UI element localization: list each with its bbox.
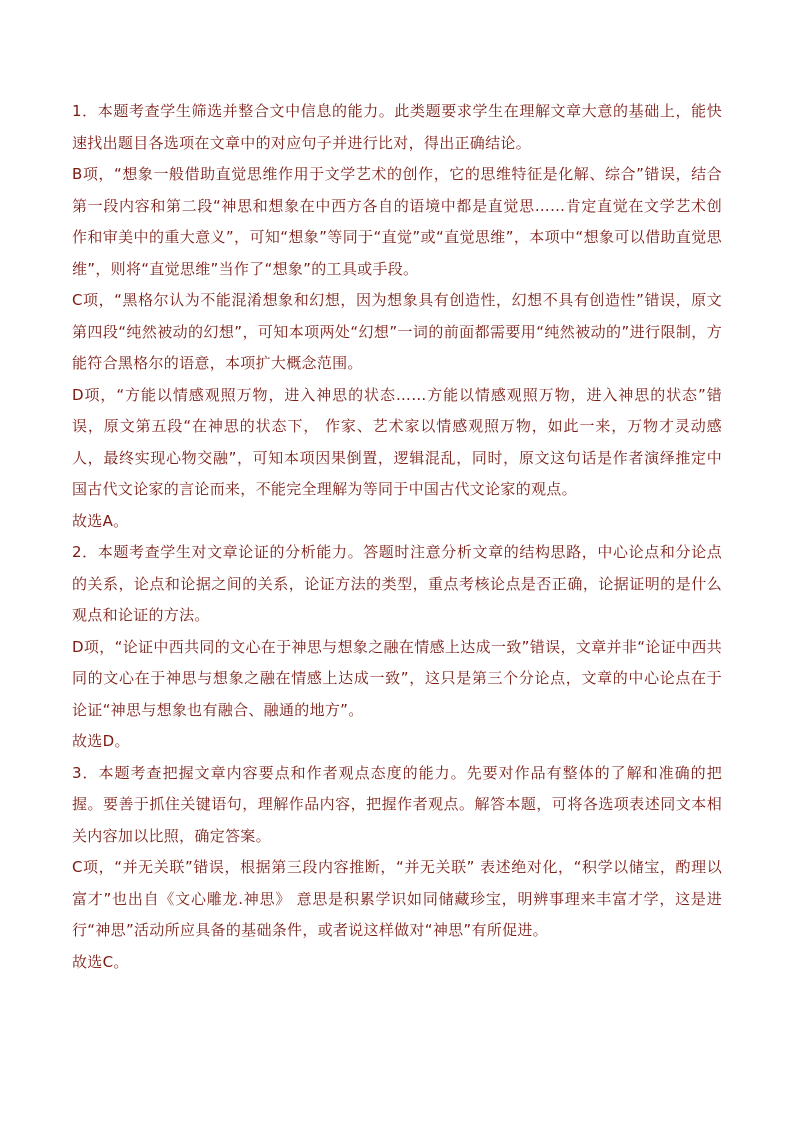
q3-answer: 故选C。 xyxy=(72,952,129,971)
q2-answer: 故选D。 xyxy=(72,732,130,750)
q1-answer: 故选A。 xyxy=(72,511,129,530)
q1-intro-paragraph: 1．本题考查学生筛选并整合文中信息的能力。此类题要求学生在理解文章大意的基础上，能快速找出题目各选项在文章中的对应句子并进行比对，得出正确结论。 xyxy=(72,102,722,152)
answer-explanation-document xyxy=(72,96,722,978)
q3-option-c-paragraph: C项，“并无关联”错误，根据第三段内容推断，“并无关联” 表述绝对化，“积学以储宝，酌理以富才”也出自《文心雕龙.神思》 意思是积累学识如同储藏珍宝，明辨事理来丰富才学，这是进行“神思”活动所应具备的基础条件，或者说这样做对“神思”有所促进。 xyxy=(72,858,722,939)
q2-intro-paragraph: 2．本题考查学生对文章论证的分析能力。答题时注意分析文章的结构思路，中心论点和分论点的关系，论点和论据之间的关系，论证方法的类型，重点考核论点是否正确，论据证明的是什么观点和论证的方法。 xyxy=(72,543,722,624)
q3-intro-paragraph: 3．本题考查把握文章内容要点和作者观点态度的能力。先要对作品有整体的了解和准确的把握。要善于抓住关键语句，理解作品内容，把握作者观点。解答本题，可将各选项表述同文本相关内容加以比照，确定答案。 xyxy=(72,763,722,845)
q1-option-d-paragraph: D项，“方能以情感观照万物，进入神思的状态……方能以情感观照万物，进入神思的状态”错误，原文第五段“在神思的状态下， 作家、艺术家以情感观照万物，如此一来，万物才灵动感人，最终实现心物交融”，可知本项因果倒置，逻辑混乱，同时，原文这句话是作者演绎推定中国古代文论家的言论而来，不能完全理解为等同于中国古代文论家的观点。 xyxy=(72,385,722,498)
q2-option-d-paragraph: D项，“论证中西共同的文心在于神思与想象之融在情感上达成一致”错误，文章并非“论证中西共同的文心在于神思与想象之融在情感上达成一致”，这只是第三个分论点，文章的中心论点在于论证“神思与想象也有融合、融通的地方”。 xyxy=(72,637,722,719)
q1-option-c-paragraph: C项，“黑格尔认为不能混淆想象和幻想，因为想象具有创造性，幻想不具有创造性”错误，原文第四段“纯然被动的幻想”，可知本项两处“幻想”一词的前面都需要用“纯然被动的”进行限制，方能符合黑格尔的语意，本项扩大概念范围。 xyxy=(72,291,722,372)
q1-option-b-paragraph: B项，“想象一般借助直觉思维作用于文学艺术的创作，它的思维特征是化解、综合”错误，结合第一段内容和第二段“神思和想象在中西方各自的语境中都是直觉思……肯定直觉在文学艺术创作和审美中的重大意义”，可知“想象”等同于“直觉”或“直觉思维”，本项中“想象可以借助直觉思维”，则将“直觉思维”当作了“想象”的工具或手段。 xyxy=(72,165,722,278)
